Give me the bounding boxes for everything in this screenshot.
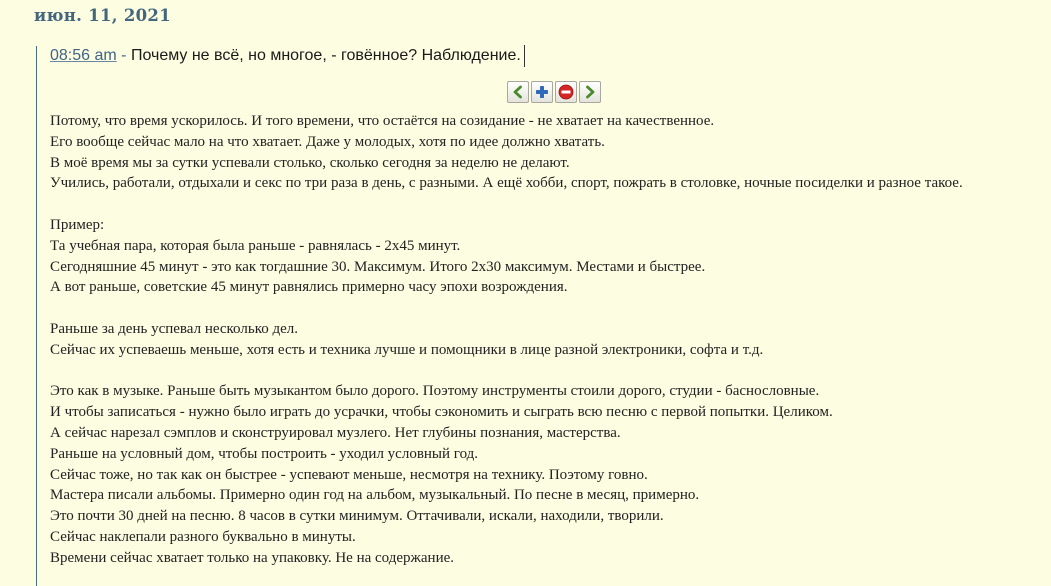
entry-body	[50, 111, 1040, 569]
add-memory-button[interactable]	[531, 81, 553, 103]
entry-body-line: Мастера писали альбомы. Примерно один год на альбом, музыкальный. По песне в месяц, примерно.	[50, 487, 700, 504]
previous-entry-button[interactable]	[507, 81, 529, 103]
entry-body-line: Это как в музыке. Раньше быть музыкантом было дорого. Поэтому инструменты стоили дорого, студии - баснословные.	[50, 383, 820, 400]
entry-body-blank-line	[50, 194, 1040, 215]
entry-toolbar	[507, 81, 601, 103]
entry-body-line: Раньше за день успевал несколько дел.	[50, 320, 298, 337]
next-arrow-icon	[583, 85, 597, 99]
entry-body-line: Пример:	[50, 216, 105, 233]
delete-icon	[558, 84, 574, 100]
date-header: июн. 11, 2021	[34, 6, 171, 25]
entry-title-separator: -	[116, 47, 131, 64]
entry-body-line: А сейчас нарезал сэмплов и сконструировал музлего. Нет глубины познания, мастерства.	[50, 424, 621, 441]
entry-body-line: Сегодняшние 45 минут - это как тогдашние 30. Максимум. Итого 2х30 максимум. Местами и быстрее.	[50, 258, 706, 275]
delete-entry-button[interactable]	[555, 81, 577, 103]
entry-body-line: Сейчас их успеваешь меньше, хотя есть и техника лучше и помощники в лице разной электроники, софта и т.д.	[50, 341, 764, 358]
entry-body-line: А вот раньше, советские 45 минут равнялись примерно часу эпохи возрождения.	[50, 279, 568, 296]
entry-body-line: Та учебная пара, которая была раньше - равнялась - 2х45 минут.	[50, 237, 461, 254]
prev-arrow-icon	[511, 85, 525, 99]
entry-body-line: Сейчас тоже, но так как он быстрее - успевают меньше, несмотря на технику. Поэтому говно.	[50, 466, 648, 483]
add-icon	[535, 85, 549, 99]
entry-body-line: В моё время мы за сутки успевали столько, сколько сегодня за неделю не делают.	[50, 154, 570, 171]
entry-body-line: Раньше на условный дом, чтобы построить - уходил условный год.	[50, 445, 479, 462]
entry-subject: Почему не всё, но многое, - говённое? Наблюдение.	[130, 47, 521, 64]
entry-body-line: Времени сейчас хватает только на упаковку. Не на содержание.	[50, 549, 455, 566]
entry-time-link[interactable]: 08:56 am	[50, 47, 117, 64]
entry-title	[50, 45, 525, 67]
entry-body-blank-line	[50, 298, 1040, 319]
entry-body-line: Учились, работали, отдыхали и секс по три раза в день, с разными. А ещё хобби, спорт, пожрать в столовке, ночные посиделки и разное такое.	[50, 175, 963, 192]
entry-body-line: Потому, что время ускорилось. И того времени, что остаётся на созидание - не хватает на качественное.	[50, 113, 715, 129]
entry-body-line: Сейчас наклепали разного буквально в минуты.	[50, 528, 356, 545]
next-entry-button[interactable]	[579, 81, 601, 103]
entry-left-rule	[36, 46, 37, 586]
entry-body-blank-line	[50, 361, 1040, 382]
entry-body-line: Это почти 30 дней на песню. 8 часов в сутки минимум. Оттачивали, искали, находили, творили.	[50, 508, 664, 525]
entry-body-line: Его вообще сейчас мало на что хватает. Даже у молодых, хотя по идее должно хватать.	[50, 133, 605, 150]
entry-body-line: И чтобы записаться - нужно было играть до усрачки, чтобы сэкономить и сыграть всю песню с первой попытки. Целиком.	[50, 404, 833, 421]
